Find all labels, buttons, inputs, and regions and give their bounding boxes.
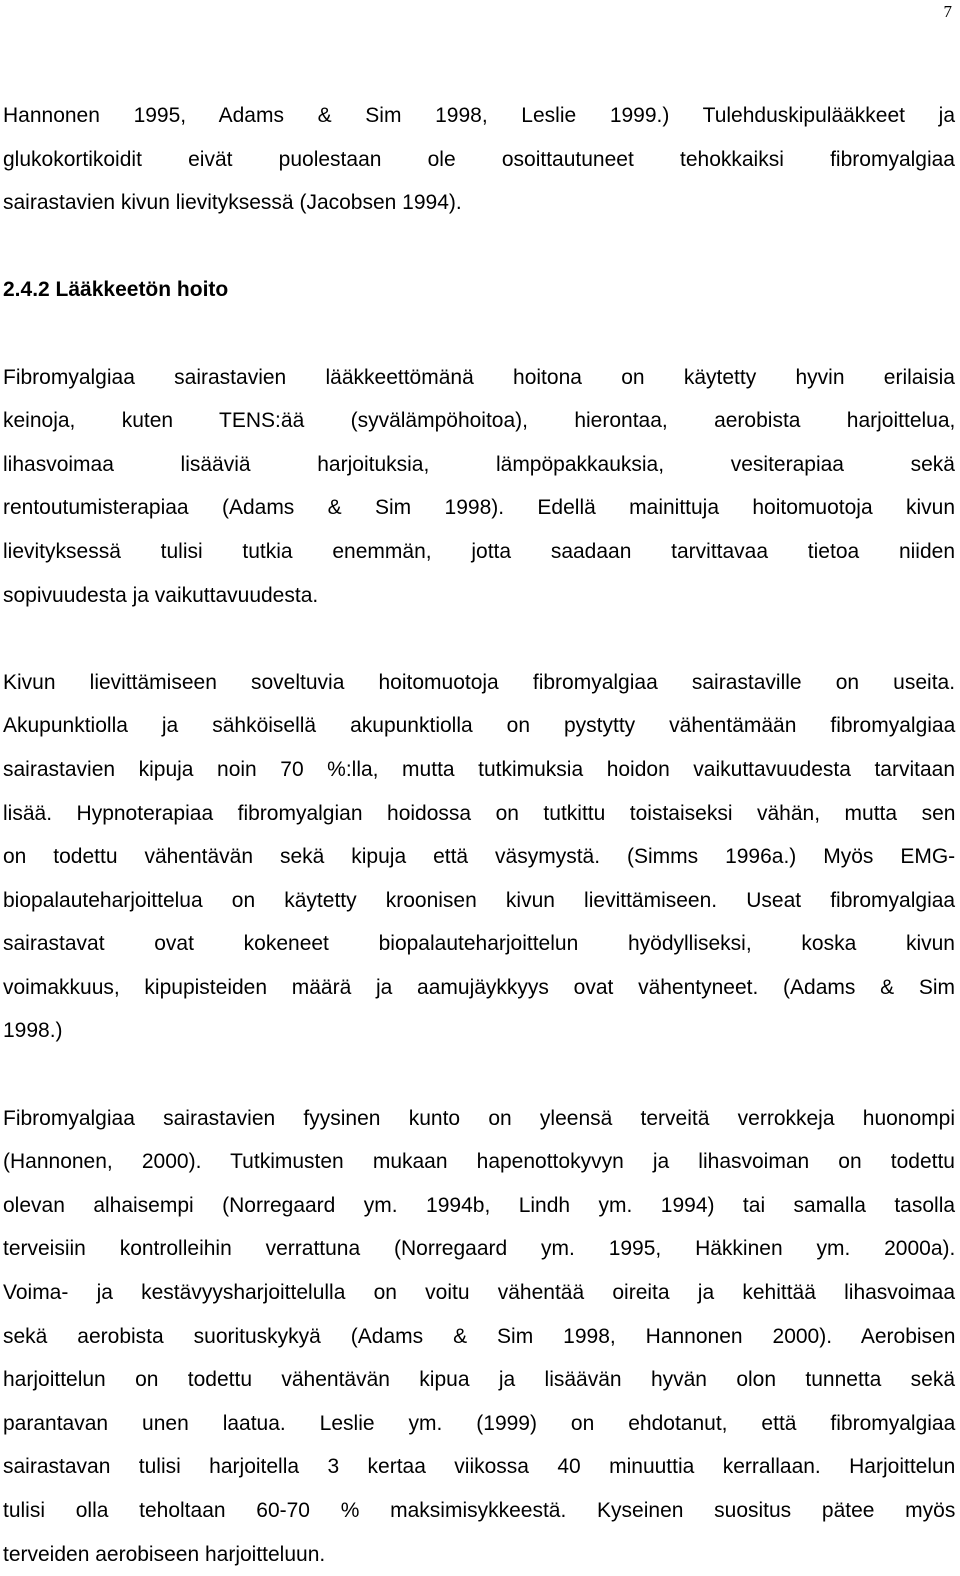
text-line: voimakkuus, kipupisteiden määrä ja aamujäykkyys ovat vähentyneet. (Adams & Sim <box>3 975 956 999</box>
text-line: sairastavien kipuja noin 70 %:lla, mutta tutkimuksia hoidon vaikuttavuudesta tarvitaan <box>3 757 955 781</box>
text-line: lisää. Hypnoterapiaa fibromyalgian hoidossa on tutkittu toistaiseksi vähän, mutta sen <box>3 801 956 825</box>
text-line: biopalauteharjoittelua on käytetty kroonisen kivun lievittämiseen. Useat fibromyalgiaa <box>3 888 956 912</box>
text-line: parantavan unen laatua. Leslie ym. (1999) on ehdotanut, että fibromyalgiaa <box>3 1411 956 1435</box>
text-line: sairastavien kivun lievityksessä (Jacobsen 1994). <box>3 191 462 215</box>
text-line: Kivun lievittämiseen soveltuvia hoitomuotoja fibromyalgiaa sairastaville on useita. <box>3 670 956 694</box>
text-line: 1998.) <box>3 1019 63 1043</box>
text-line: sekä aerobista suorituskykyä (Adams & Sim 1998, Hannonen 2000). Aerobisen <box>3 1324 956 1348</box>
text-line: lievityksessä tulisi tutkia enemmän, jotta saadaan tarvittavaa tietoa niiden <box>3 539 955 563</box>
text-line: (Hannonen, 2000). Tutkimusten mukaan hapenottokyvyn ja lihasvoiman on todettu <box>3 1150 955 1174</box>
section-heading: 2.4.2 Lääkkeetön hoito <box>3 278 229 302</box>
text-line: rentoutumisterapiaa (Adams & Sim 1998). Edellä mainittuja hoitomuotoja kivun <box>3 496 955 520</box>
paragraph-gap <box>3 617 955 661</box>
text-line: sairastavat ovat kokeneet biopalauteharjoittelun hyödylliseksi, koska kivun <box>3 932 955 956</box>
paragraph-gap <box>3 1053 955 1097</box>
text-line: terveiden aerobiseen harjoitteluun. <box>3 1542 326 1566</box>
document-body <box>3 94 955 1576</box>
paragraph <box>3 661 955 1053</box>
paragraph <box>3 94 955 225</box>
text-line: tulisi olla teholtaan 60-70 % maksimisykkeestä. Kyseinen suositus pätee myös <box>3 1499 956 1522</box>
text-line: Fibromyalgiaa sairastavien fyysinen kunto on yleensä terveitä verrokkeja huonompi <box>3 1106 955 1130</box>
text-line: Akupunktiolla ja sähköisellä akupunktiolla on pystytty vähentämään fibromyalgiaa <box>3 714 956 738</box>
text-line: on todettu vähentävän sekä kipuja että väsymystä. (Simms 1996a.) Myös EMG- <box>3 845 956 869</box>
text-line: Voima- ja kestävyysharjoittelulla on voitu vähentää oireita ja kehittää lihasvoimaa <box>3 1281 955 1305</box>
paragraph <box>3 356 955 618</box>
text-line: Hannonen 1995, Adams & Sim 1998, Leslie 1999.) Tulehduskipulääkkeet ja <box>3 104 955 127</box>
text-line: sairastavan tulisi harjoitella 3 kertaa viikossa 40 minuuttia kerrallaan. Harjoittelun <box>3 1455 956 1479</box>
text-line: Fibromyalgiaa sairastavien lääkkeettömänä hoitona on käytetty hyvin erilaisia <box>3 365 955 389</box>
text-line: lihasvoimaa lisääviä harjoituksia, lämpöpakkauksia, vesiterapiaa sekä <box>3 452 955 476</box>
text-line: keinoja, kuten TENS:ää (syvälämpöhoitoa), hierontaa, aerobista harjoittelua, <box>3 409 956 433</box>
text-line: glukokortikoidit eivät puolestaan ole osoittautuneet tehokkaiksi fibromyalgiaa <box>3 147 955 171</box>
text-line: sopivuudesta ja vaikuttavuudesta. <box>3 583 319 607</box>
page-number: 7 <box>943 2 952 21</box>
paragraph-gap <box>3 225 955 269</box>
text-line: terveisiin kontrolleihin verrattuna (Norregaard ym. 1995, Häkkinen ym. 2000a). <box>3 1237 956 1261</box>
paragraph-gap <box>3 312 955 356</box>
paragraph <box>3 1097 955 1576</box>
text-line: olevan alhaisempi (Norregaard ym. 1994b, Lindh ym. 1994) tai samalla tasolla <box>3 1193 956 1217</box>
text-line: harjoittelun on todettu vähentävän kipua ja lisäävän hyvän olon tunnetta sekä <box>3 1368 955 1392</box>
